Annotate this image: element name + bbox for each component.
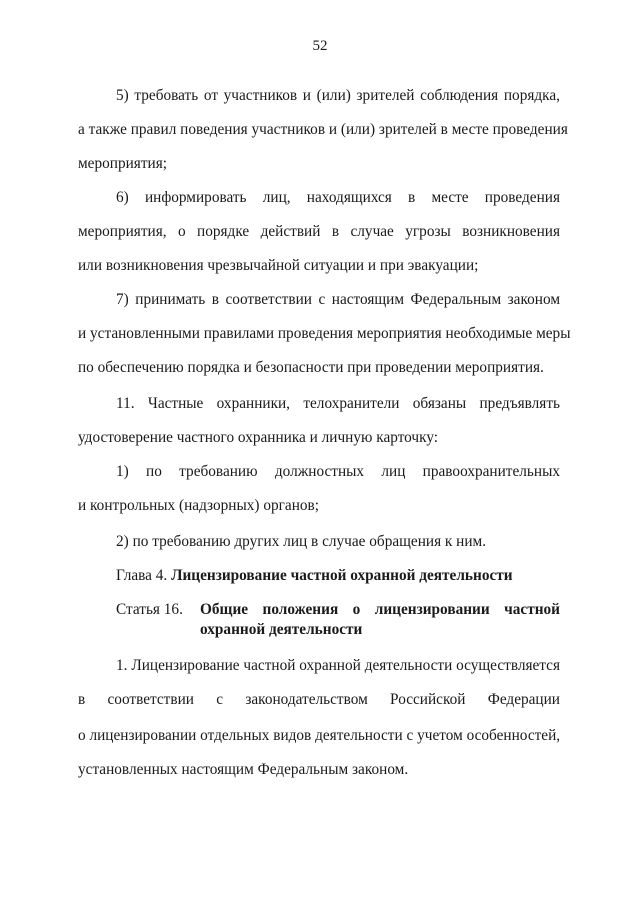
item-6-line-2: мероприятия, о порядке действий в случае угрозы возникновения [78,223,560,240]
article-title-line-1: Общие положения о лицензировании частной [200,601,560,618]
para-11-line-1: 11. Частные охранники, телохранители обязаны предъявлять [116,395,560,412]
para-1-line-2: в соответствии с законодательством Российской Федерации [78,691,560,708]
item-5-line-1: 5) требовать от участников и (или) зрителей соблюдения порядка, [116,87,560,104]
item-6-line-3: или возникновения чрезвычайной ситуации и при эвакуации; [78,257,479,274]
article-label: Статья 16. [116,601,183,618]
item-7-line-2: и установленными правилами проведения мероприятия необходимые меры [78,325,571,342]
chapter-heading [116,566,513,586]
item-5-line-3: мероприятия; [78,155,167,172]
para-1-line-4: установленных настоящим Федеральным законом. [78,761,409,778]
para-11-line-2: удостоверение частного охранника и личную карточку: [78,429,439,446]
item-5-line-2: а также правил поведения участников и (или) зрителей в месте проведения [78,121,568,138]
page-number: 52 [312,38,328,54]
sub-2-line-1: 2) по требованию других лиц в случае обращения к ним. [116,533,487,550]
para-1-line-1: 1. Лицензирование частной охранной деятельности осуществляется [116,657,560,674]
para-1-line-3: о лицензировании отдельных видов деятельности с учетом особенностей, [78,727,561,744]
sub-1-line-1: 1) по требованию должностных лиц правоохранительных [116,463,560,480]
item-7-line-1: 7) принимать в соответствии с настоящим Федеральным законом [116,291,560,308]
item-7-line-3: по обеспечению порядка и безопасности при проведении мероприятия. [78,359,544,376]
item-6-line-1: 6) информировать лиц, находящихся в месте проведения [116,189,560,206]
sub-1-line-2: и контрольных (надзорных) органов; [78,497,320,514]
chapter-title: Лицензирование частной охранной деятельности [171,567,513,584]
article-title-line-2: охранной деятельности [200,621,363,638]
chapter-label: Глава 4. [116,567,172,584]
